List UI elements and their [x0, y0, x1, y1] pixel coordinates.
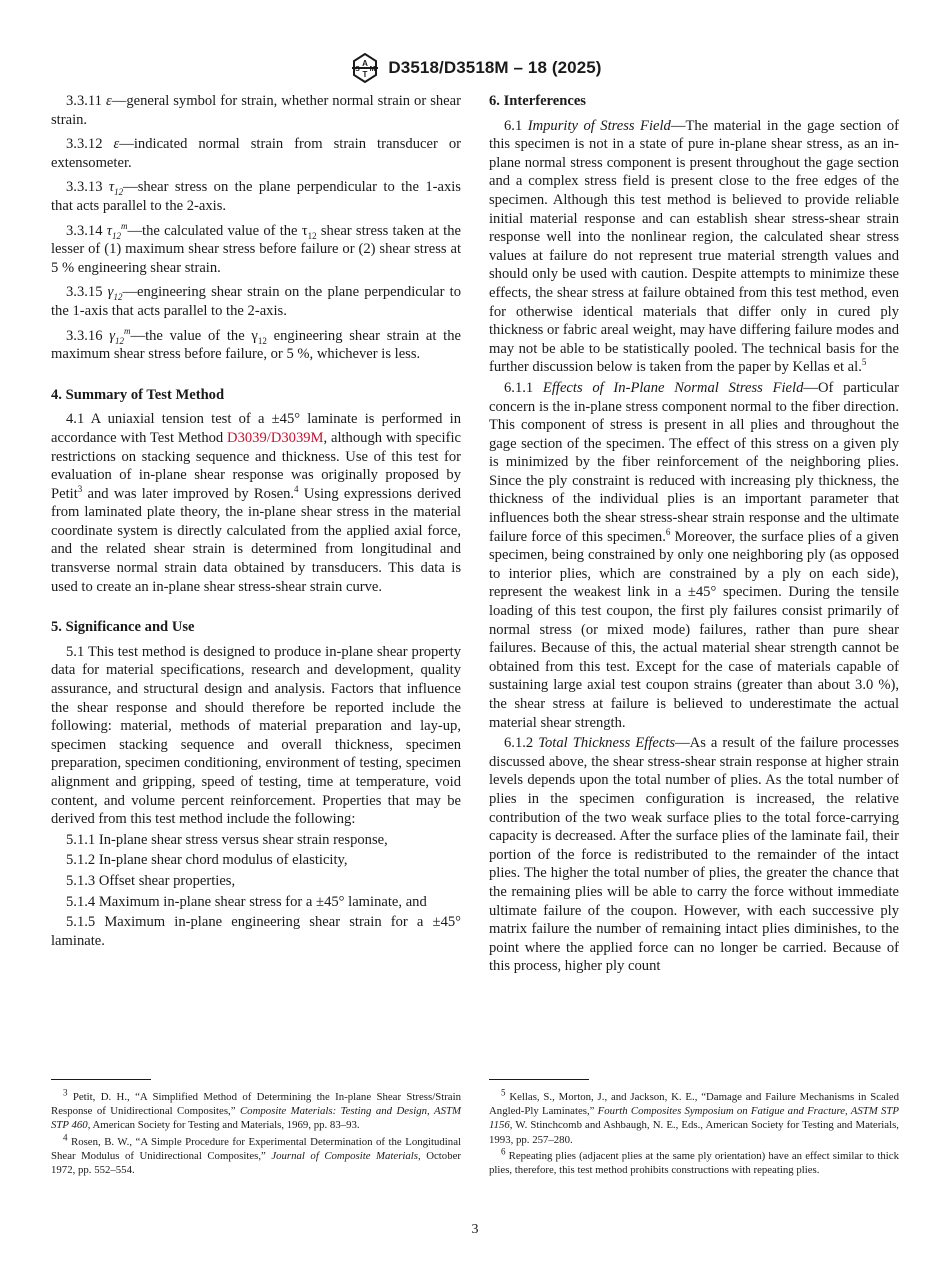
definition-3-3-12: 3.3.12 ε—indicated normal strain from strain transducer or extensometer. — [51, 136, 461, 171]
astm-logo-icon — [348, 53, 382, 83]
paragraph-5-1-2: 5.1.2 In-plane shear chord modulus of elasticity, — [66, 852, 348, 869]
footnote-5: $^5$ Kellas, S., Morton, J., and Jackson, K. E., “Damage and Failure Mechanisms in Scaled Angled-Ply Laminates,” Fourth Composites Symposium on Fatigue and Fracture, ASTM STP 1156, W. Stinchcomb and Ashbaugh, N. E., Eds., American Society for Testing and Materials, 1993, pp. 257–280. — [489, 1087, 899, 1146]
footnote-ref-3: 3 — [77, 483, 83, 494]
paragraph-6-1-2: 6.1.2 Total Thickness Effects—As a result of the failure processes discussed above, the shear stress-shear strain response at higher strain levels depends upon the total number of plies. As the total number of plies in the specimen configuration is increased, the relative contribution of the two weak surface plies to the total force-carrying capacity is decreased. After the surface plies of the laminate fail, their portion of the force is redistributed to the remainder of the intact plies. The higher the total number of plies, the greater the chance that the remaining plies will be able to carry the force without immediate ultimate failure of the coupon. However, with each successive ply matrix failure the number of remaining intact plies diminishes, to the point where the applied force can no longer be carried. Because of this process, higher ply count — [489, 735, 899, 975]
svg-text:T: T — [362, 70, 368, 79]
d3039-link[interactable]: D3039/D3039M — [227, 429, 324, 446]
left-column — [51, 92, 461, 952]
paragraph-5-1-1: 5.1.1 In-plane shear stress versus shear strain response, — [66, 831, 388, 848]
paragraph-6-1-1: 6.1.1 Effects of In-Plane Normal Stress Field—Of particular concern is the in-plane stress component normal to the fiber direction. This component of stress is present in all plies and throughout the gage section of the specimen. The effect of this stress on a given ply is minimized by the fiber reinforcement of the neighboring plies. Since the ply constraint is reduced with increasing ply thickness, the thickness of the individual plies is an important parameter that influences both the shear stress-shear strain response and the ultimate failure force of this specimen.$^6$ Moreover, the surface plies of a given specimen, being constrained by only one neighboring ply (as opposed to interior plies, which are constrained by a ply on each side), represent the weakest link in a ±45° specimen. During the tensile loading of this test coupon, the first ply failures consist primarily of normal stress (or mixed mode) failures, rather than pure shear failures. Because of this, the actual material shear strength cannot be obtained from this test. Except for the case of materials capable of sustaining large axial test coupon strains (greater than about 3.0 %), the shear stress at failure is believed to underestimate the actual material shear strength. — [489, 379, 899, 731]
footnote-rule-left — [51, 1079, 151, 1080]
document-id: D3518/D3518M – 18 (2025) — [388, 58, 602, 77]
footnote-rule-right — [489, 1079, 589, 1080]
paragraph-4-1: 4.1 A uniaxial tension test of a ±45° laminate is performed in accordance with Test Method D3039/D3039M, although with specific restrictions on stacking sequence and thickness. Use of this test for evaluation of in-plane shear response was originally proposed by Petit$^3$ and was later improved by Rosen.$^4$ Using expressions derived from laminated plate theory, the in-plane shear stress in the material coordinate system is directly calculated from the applied axial force, and the related shear strain is determined from longitudinal and transverse normal strain data obtained by transducers. This data is used to create an in-plane shear stress-shear strain curve. — [51, 411, 461, 595]
svg-text:M: M — [370, 66, 376, 73]
definition-3-3-11: 3.3.11 ε—general symbol for strain, whether normal strain or shear strain. — [51, 93, 461, 128]
footnote-6: $^6$ Repeating plies (adjacent plies at the same ply orientation) have an effect similar to thick plies, therefore, this test method prohibits constructions with repeating plies. — [489, 1146, 899, 1177]
paragraph-6-1: 6.1 Impurity of Stress Field—The material in the gage section of this specimen is not in a state of pure in-plane shear stress, as an in-plane normal stress component is present throughout the gage section and a complex stress field is present close to the free edges of the specimen. Although this test method is believed to provide reliable initial material response and can establish shear stress-shear strain response well into the nonlinear region, the calculated shear stress values at failure do not represent true material strength values and should only be used with caution. Despite attempts to minimize these effects, the shear stress at failure obtained from this test method, even for otherwise identical materials that differ only in cured ply thickness or fabric areal weight, may have differing failure modes and may not be able to be statistically pooled. The technical basis for the further discussion below is taken from the paper by Kellas et al.$^5$ — [489, 117, 899, 376]
definition-3-3-13: 3.3.13 $\tau_{12}—shear$ stress on the plane perpendicular to the 1-axis that acts parallel to the 2-axis. — [51, 179, 461, 214]
paragraph-5-1-4: 5.1.4 Maximum in-plane shear stress for a ±45° laminate, and — [66, 893, 427, 910]
paragraph-5-1: 5.1 This test method is designed to produce in-plane shear property data for material specifications, research and development, quality assurance, and structural design and analysis. Factors that influence the shear response and should therefore be reported include the following: material, methods of material preparation and lay-up, specimen stacking sequence and overall thickness, specimen preparation, specimen conditioning, environment of testing, specimen alignment and gripping, speed of testing, time at temperature, void content, and volume percent reinforcement. Properties that may be derived from this test method include the following: — [51, 643, 461, 828]
page-number: 3 — [471, 1222, 479, 1237]
section-5-heading: 5. Significance and Use — [51, 619, 195, 636]
definition-3-3-15: 3.3.15 $\gamma_{12}—engineering$ shear strain on the plane perpendicular to the 1-axis that acts parallel to the 2-axis. — [51, 284, 461, 319]
svg-text:A: A — [362, 59, 369, 68]
section-6-heading: 6. Interferences — [489, 93, 586, 109]
section-4-heading: 4. Summary of Test Method — [51, 386, 225, 403]
definition-3-3-14: 3.3.14 $\tau_{12}^m—the$ calculated value of the $\tau_{12}$ shear stress taken at the lesser of (1) maximum shear stress before failure or (2) shear stress at 5 % engineering shear strain. — [51, 220, 461, 276]
footnote-ref-6: 6 — [665, 526, 671, 537]
footnotes-left — [51, 1087, 461, 1179]
footnote-ref-4: 4 — [294, 483, 299, 494]
footnotes-right — [489, 1087, 899, 1179]
svg-text:S: S — [355, 66, 361, 73]
footnote-3: $^3$ Petit, D. H., “A Simplified Method of Determining the In-plane Shear Stress/Strain Response of Unidirectional Composites,” Composite Materials: Testing and Design, ASTM STP 460, American Society for Testing and Materials, 1969, pp. 83–93. — [51, 1087, 461, 1132]
footnote-ref-5: 5 — [861, 357, 867, 368]
footnote-4: $^4$ Rosen, B. W., “A Simple Procedure for Experimental Determination of the Longitudinal Shear Modulus of Unidirectional Composites,” Journal of Composite Materials, October 1972, pp. 552–554. — [51, 1132, 461, 1177]
page-header — [0, 52, 950, 84]
definition-3-3-16: 3.3.16 $\gamma_{12}^m—the$ value of the $\gamma_{12}$ engineering shear strain at the maximum shear stress before failure, or 5 %, whichever is less. — [51, 325, 461, 363]
right-column — [489, 92, 899, 978]
paragraph-5-1-5: 5.1.5 Maximum in-plane engineering shear strain for a ±45° laminate. — [51, 914, 461, 949]
paragraph-5-1-3: 5.1.3 Offset shear properties, — [66, 872, 236, 889]
